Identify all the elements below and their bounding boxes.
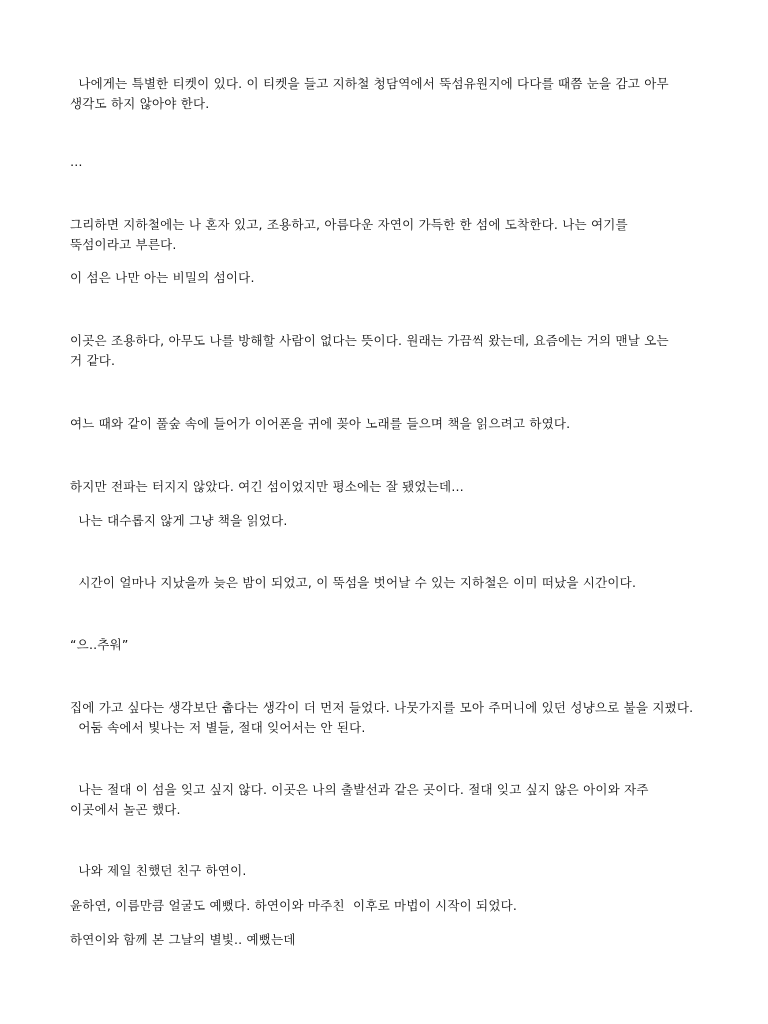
text-line: 거 같다. (70, 353, 116, 368)
text-line: 뚝섬이라고 부른다. (70, 237, 177, 252)
text-line: 어둠 속에서 빛나는 저 별들, 절대 잊어서는 안 된다. (70, 720, 366, 735)
text-line: 이곳에서 놀곤 했다. (70, 802, 181, 817)
text-line: 생각도 하지 않아야 한다. (70, 96, 210, 111)
text-line: 이 섬은 나만 아는 비밀의 섬이다. (70, 270, 255, 285)
text-line: 나는 절대 이 섬을 잊고 싶지 않다. 이곳은 나의 출발선과 같은 곳이다. 절대 잊고 싶지 않은 아이와 자주 (70, 782, 649, 797)
text-line: 이곳은 조용하다, 아무도 나를 방해할 사람이 없다는 뜻이다. 원래는 가끔씩 왔는데, 요즘에는 거의 맨날 오는 (70, 333, 669, 348)
text-line: 윤하연, 이름만큼 얼굴도 예뻤다. 하연이와 마주친 이후로 마법이 시작이 되었다. (70, 898, 518, 913)
text-line: 나와 제일 친했던 친구 하연이. (70, 863, 247, 878)
text-line: 시간이 얼마나 지났을까 늦은 밤이 되었고, 이 뚝섬을 벗어날 수 있는 지하철은 이미 떠났을 시간이다. (70, 575, 637, 590)
text-line: 그리하면 지하철에는 나 혼자 있고, 조용하고, 아름다운 자연이 가득한 한 섬에 도착한다. 나는 여기를 (70, 217, 628, 232)
text-line: 하연이와 함께 본 그날의 별빛.. 예뻤는데 (70, 932, 296, 947)
text-line: 하지만 전파는 터지지 않았다. 여긴 섬이었지만 평소에는 잘 됐었는데… (70, 479, 464, 494)
text-line: 집에 가고 싶다는 생각보단 춥다는 생각이 더 먼저 들었다. 나뭇가지를 모아 주머니에 있던 성냥으로 불을 지폈다. (70, 700, 694, 715)
text-line: “으..추워” (70, 637, 129, 652)
text-line: … (70, 154, 83, 169)
text-line: 여느 때와 같이 풀숲 속에 들어가 이어폰을 귀에 꽂아 노래를 들으며 책을 읽으려고 하였다. (70, 416, 571, 431)
text-line: 나는 대수롭지 않게 그냥 책을 읽었다. (70, 513, 288, 528)
text-line: 나에게는 특별한 티켓이 있다. 이 티켓을 들고 지하철 청담역에서 뚝섬유원지에 다다를 때쯤 눈을 감고 아무 (70, 76, 669, 91)
